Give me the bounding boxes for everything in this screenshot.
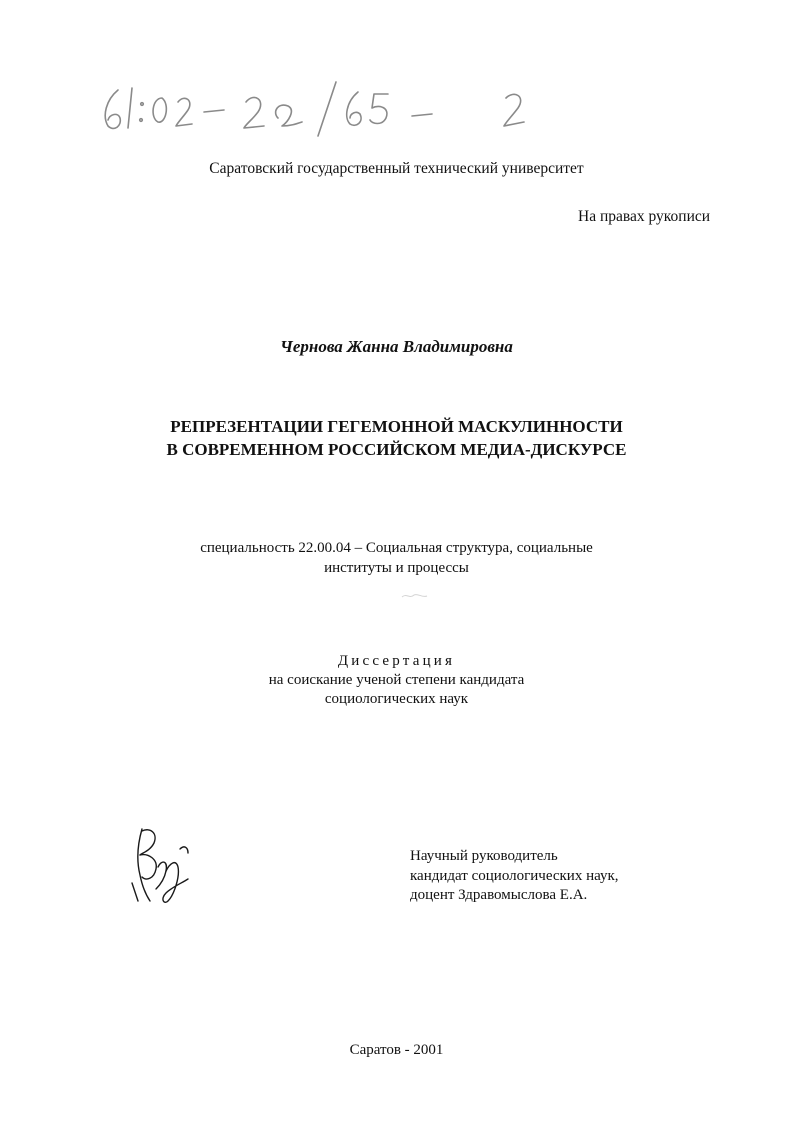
handwritten-signature — [128, 823, 196, 905]
degree-line-2: социологических наук — [324, 691, 469, 707]
handwritten-archive-code — [96, 72, 536, 144]
title-line-1: РЕПРЕЗЕНТАЦИИ ГЕГЕМОННОЙ МАСКУЛИННОСТИ — [170, 417, 623, 436]
supervisor-line-3: доцент Здравомыслова Е.А. — [410, 887, 588, 903]
handwritten-code-drawing — [96, 72, 536, 144]
specialty-block — [0, 538, 793, 578]
university-name: Саратовский государственный технический университет — [209, 160, 584, 177]
signature-drawing — [128, 823, 196, 905]
place-and-year: Саратов - 2001 — [349, 1042, 444, 1058]
supervisor-line-1: Научный руководитель — [410, 848, 558, 864]
author-name: Чернова Жанна Владимировна — [280, 337, 513, 356]
specialty-line-1: специальность 22.00.04 – Социальная структура, социальные — [200, 540, 593, 556]
manuscript-rights-note: На правах рукописи — [578, 208, 711, 225]
degree-line-1: на соискание ученой степени кандидата — [268, 672, 525, 688]
scan-artifact — [400, 588, 430, 600]
scan-artifact-drawing — [400, 589, 430, 601]
dissertation-title — [0, 415, 793, 461]
supervisor-block — [410, 847, 619, 906]
title-line-2: В СОВРЕМЕННОМ РОССИЙСКОМ МЕДИА-ДИСКУРСЕ — [166, 440, 627, 459]
dissertation-label: Диссертация — [337, 653, 456, 669]
specialty-line-2: институты и процессы — [324, 560, 469, 576]
dissertation-block — [0, 652, 793, 709]
supervisor-line-2: кандидат социологических наук, — [410, 867, 619, 884]
